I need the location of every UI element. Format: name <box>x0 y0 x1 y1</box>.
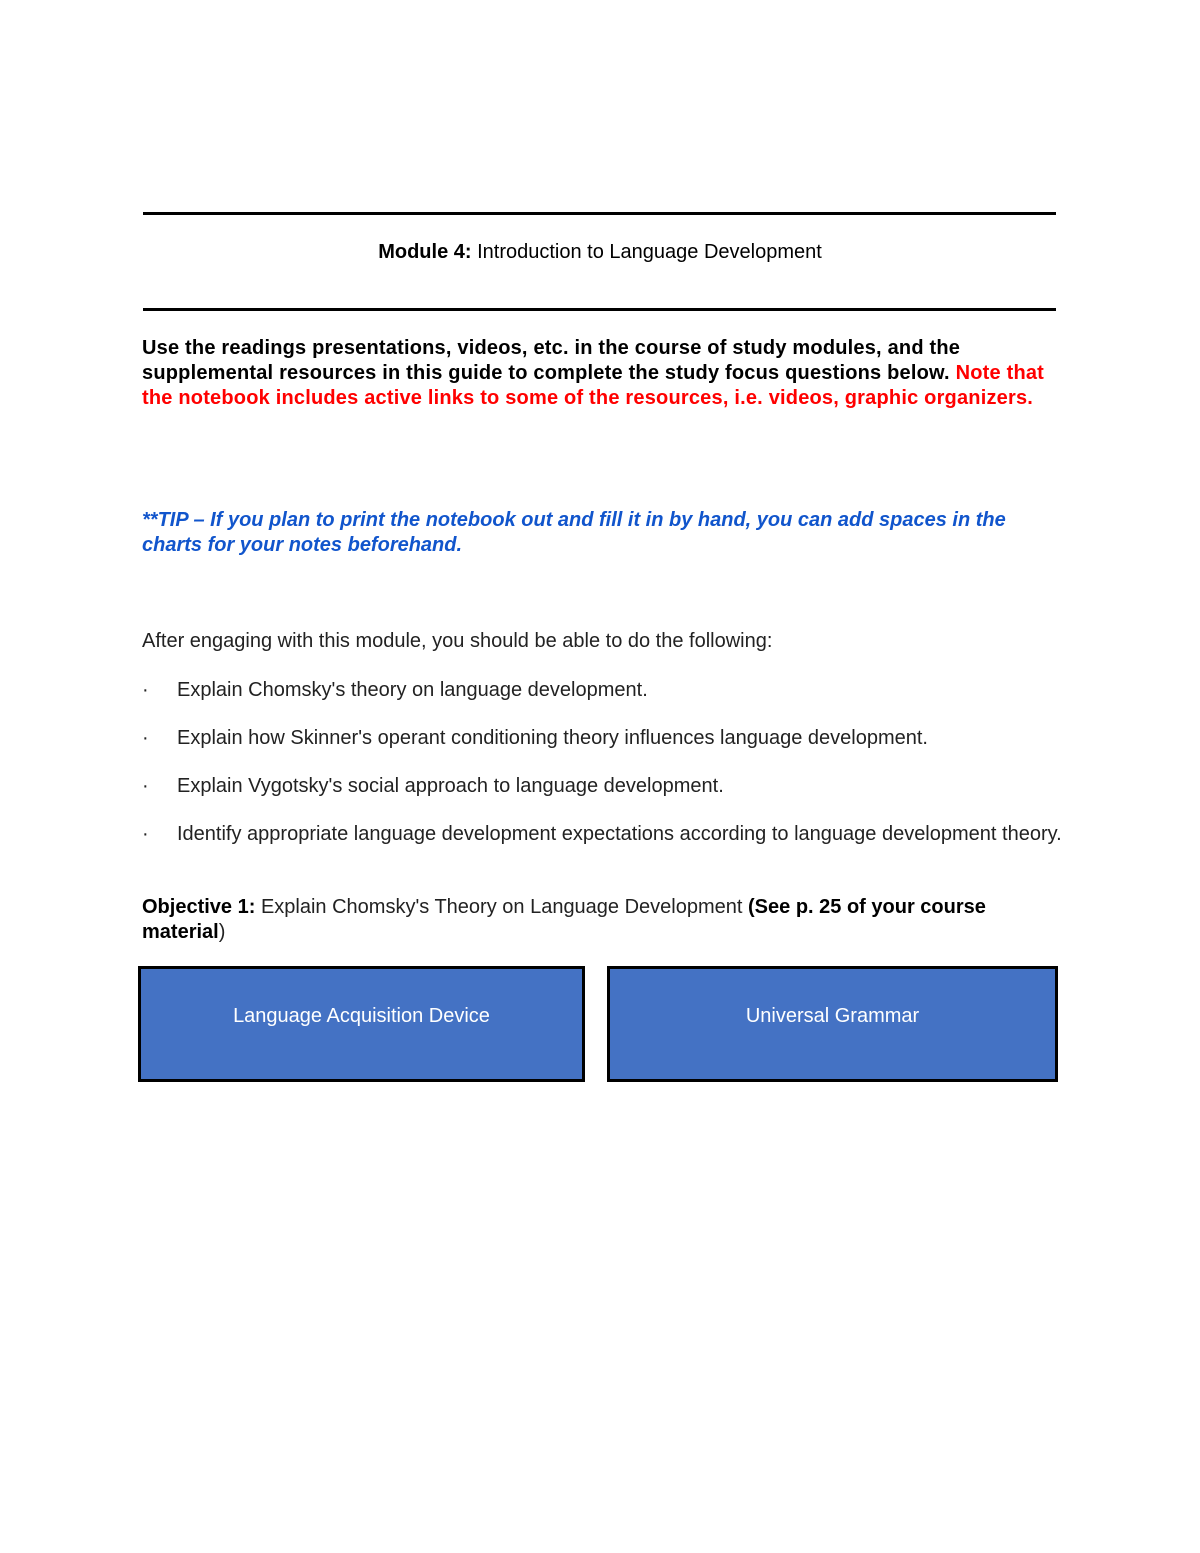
instructions-note: Note that the notebook includes active links to some of the resources, i.e. videos, graphic organizers. <box>142 362 1045 409</box>
bullet: · <box>142 775 149 797</box>
intro-text: After engaging with this module, you should be able to do the following: <box>142 630 773 652</box>
bullet: · <box>142 727 149 749</box>
module-label: Module 4: <box>378 241 472 263</box>
list-item-text: Explain Vygotsky's social approach to language development. <box>177 775 724 797</box>
bottom-rule <box>143 308 1056 311</box>
top-rule <box>143 212 1056 215</box>
objectives-list <box>142 678 1062 870</box>
instructions <box>142 336 1062 411</box>
bullet: · <box>142 823 149 845</box>
instructions-main: Use the readings presentations, videos, etc. in the course of study modules, and the supplemental resources in this guide to complete the study focus questions below. <box>142 337 961 384</box>
list-item <box>142 678 1062 702</box>
universal-grammar-box <box>607 966 1058 1082</box>
objective-1-text: Explain Chomsky's Theory on Language Development <box>255 896 749 918</box>
objective-1 <box>142 895 1062 945</box>
module-title-text: Introduction to Language Development <box>471 241 822 263</box>
language-acquisition-device-box <box>138 966 585 1082</box>
list-item <box>142 726 1062 750</box>
objective-1-reference: (See p. 25 of your course material <box>142 896 986 943</box>
bullet: · <box>142 679 149 701</box>
module-title <box>0 240 1200 264</box>
list-item-text: Explain Chomsky's theory on language development. <box>177 679 648 701</box>
list-item <box>142 822 1062 846</box>
box-label: Universal Grammar <box>745 1005 920 1027</box>
list-item-text: Explain how Skinner's operant conditioning theory influences language development. <box>177 727 928 749</box>
objective-1-label: Objective 1: <box>142 896 256 918</box>
list-item <box>142 774 1062 798</box>
list-item-text: Identify appropriate language development expectations according to language development theory. <box>177 823 1062 845</box>
tip-text: **TIP – If you plan to print the notebook out and fill it in by hand, you can add spaces in the charts for your notes beforehand. <box>142 509 1006 556</box>
objective-1-reference-close: ) <box>218 921 226 943</box>
box-label: Language Acquisition Device <box>233 1005 490 1027</box>
